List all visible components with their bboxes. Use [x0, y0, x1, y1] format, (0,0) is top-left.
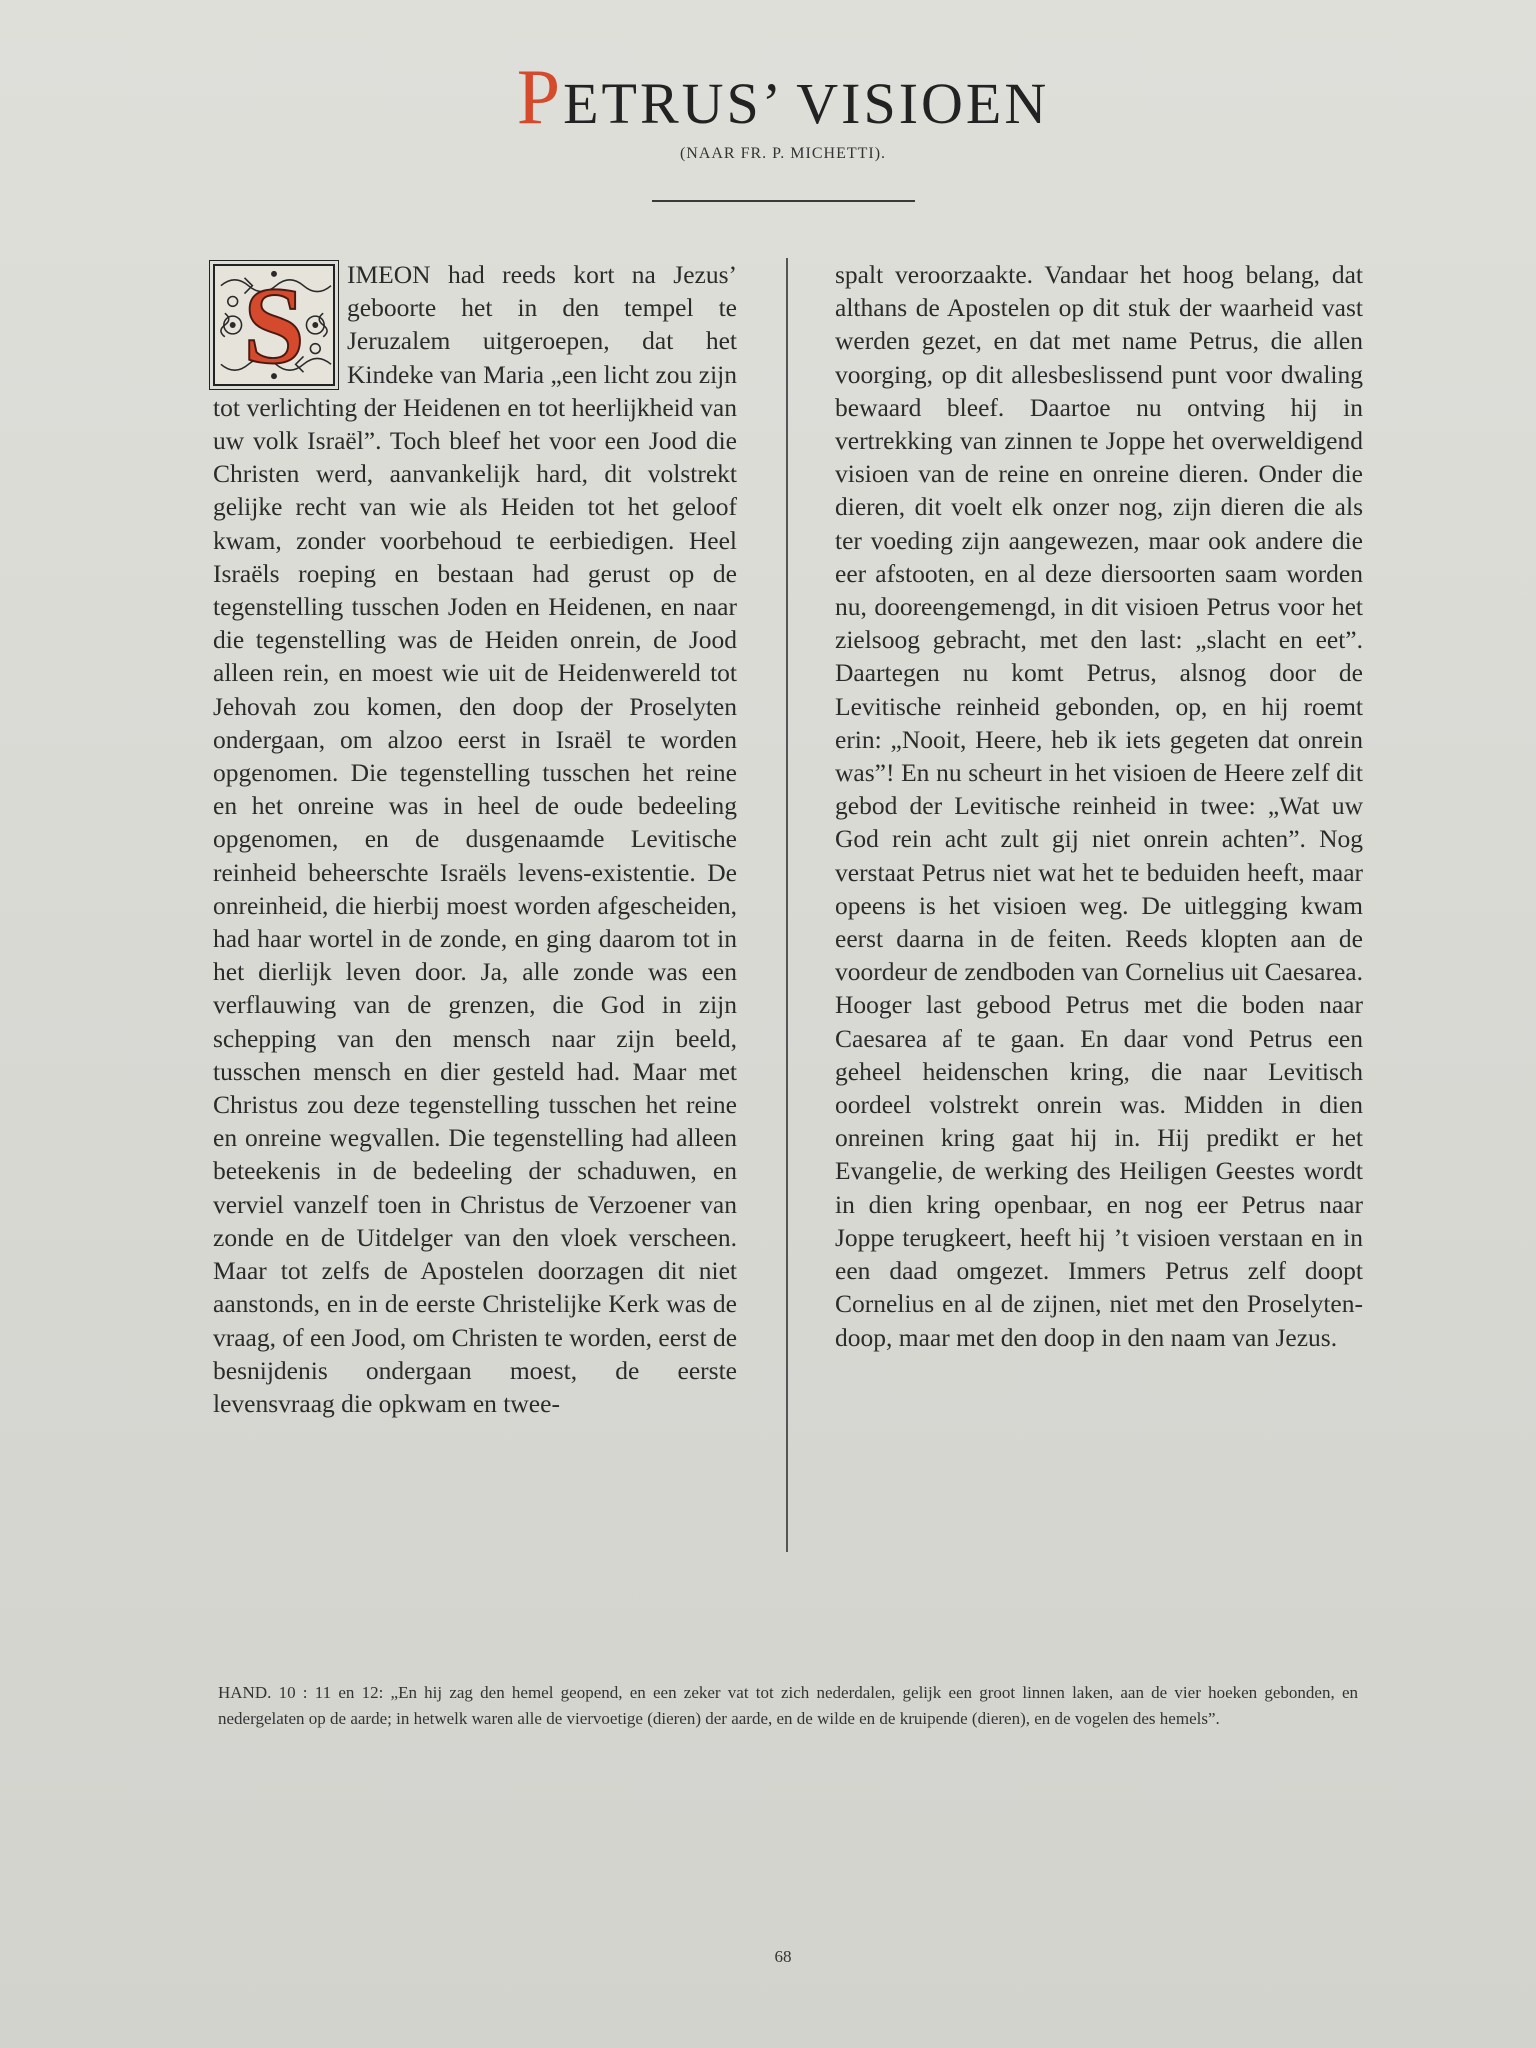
illuminated-initial — [213, 264, 335, 386]
title-divider — [652, 200, 915, 202]
left-column-text: had reeds kort na Jezus’ geboorte het in den tempel te Jeruzalem uitgeroepen, dat het Kindeke van Maria „een licht zou zijn tot verlichting der Heidenen en tot heerlijkheid van uw volk Israël”. Toch bleef het voor een Jood die Christen werd, aanvankelijk hard, dit volstrekt gelijke recht van wie als Heiden tot het geloof kwam, zonder voorbehoud te eerbiedigen. Heel Israëls roeping en bestaan had gerust op de tegenstelling tusschen Joden en Heidenen, en naar die tegenstelling was de Heiden onrein, de Jood alleen rein, en moest wie uit de Heidenwereld tot Jehovah zou komen, den doop der Proselyten ondergaan, om alzoo eerst in Israël te worden opgenomen. Die tegenstelling tusschen het reine en het onreine was in heel de oude bedeeling opgenomen, en de dusgenaamde Levitische reinheid beheerschte Israëls levens-existentie. De onreinheid, die hierbij moest worden afgescheiden, had haar wortel in de zonde, en ging daarom tot in het dierlijk leven door. Ja, alle zonde was een verflauwing van de grenzen, die God in zijn schepping van den mensch naar zijn beeld, tusschen mensch en dier gesteld had. Maar met Christus zou deze tegenstelling tusschen het reine en onreine wegvallen. Die tegenstelling had alleen beteekenis in de bedeeling der schaduwen, en verviel vanzelf toen in Christus de Verzoener van zonde en de Uitdelger van den vloek verscheen. Maar tot zelfs de Apostelen doorzagen dit niet aanstonds, en in de eerste Christelijke Kerk was de vraag, of een Jood, om Christen te worden, eerst de besnijdenis ondergaan moest, de eerste levensvraag die opkwam en twee- — [213, 260, 738, 1418]
left-column — [213, 258, 737, 1420]
page-subtitle: (NAAR FR. P. MICHETTI). — [679, 145, 887, 162]
opening-word: IMEON — [347, 260, 431, 289]
scripture-footnote: HAND. 10 : 11 en 12: „En hij zag den hemel geopend, en een zeker vat tot zich nederdalen, gelijk een groot linnen laken, aan de vier hoeken gebonden, en nedergelaten op de aarde; in hetwelk waren alle de viervoetige (dieren) der aarde, en de wilde en de kruipende (dieren), en de vogelen des hemels”. — [218, 1683, 1358, 1728]
column-divider — [786, 258, 788, 1552]
ornament-initial-icon — [215, 266, 333, 384]
title-initial: P — [516, 53, 564, 140]
right-column — [835, 258, 1363, 1354]
right-column-text: spalt veroorzaakte. Vandaar het hoog belang, dat althans de Apostelen op dit stuk der waarheid vast werden gezet, en dat met name Petrus, die allen voorging, op dit allesbeslissend punt voor dwaling bewaard bleef. Daartoe nu ontving hij in vertrekking van zinnen te Joppe het overweldigend visioen van de reine en onreine dieren. Onder die dieren, dit voelt elk onzer nog, zijn dieren die als ter voeding zijn aangewezen, maar ook andere die eer afstooten, en al deze diersoorten saam worden nu, dooreengemengd, in dit visioen Petrus voor het zielsoog gebracht, met den last: „slacht en eet”. Daartegen nu komt Petrus, alsnog door de Levitische reinheid gebonden, op, en hij roemt erin: „Nooit, Heere, heb ik iets gegeten dat onrein was”! En nu scheurt in het visioen de Heere zelf dit gebod der Levitische reinheid in twee: „Wat uw God rein acht zult gij niet onrein achten”. Nog verstaat Petrus niet wat het te beduiden heeft, maar opeens is het visioen weg. De uitlegging kwam eerst daarna in de feiten. Reeds klopten aan de voordeur de zendboden van Cornelius uit Caesarea. Hooger last gebood Petrus met die boden naar Caesarea af te gaan. En daar vond Petrus een geheel heidenschen kring, die naar Levitisch oordeel volstrekt onrein was. Midden in dien onreinen kring gaat hij in. Hij predikt er het Evangelie, de werking des Heiligen Geestes wordt in dien kring openbaar, en nog eer Petrus naar Joppe terugkeert, heeft hij ’t visioen verstaan en in een daad omgezet. Immers Petrus zelf doopt Cornelius en al de zijnen, niet met den Proselyten-doop, maar met den doop in den naam van Jezus. — [835, 260, 1363, 1352]
title-rest: ETRUS’ VISIOEN — [563, 71, 1050, 136]
page-title — [0, 53, 1536, 140]
dropcap-letter: S — [243, 266, 305, 384]
page-number: 68 — [774, 1947, 792, 1966]
